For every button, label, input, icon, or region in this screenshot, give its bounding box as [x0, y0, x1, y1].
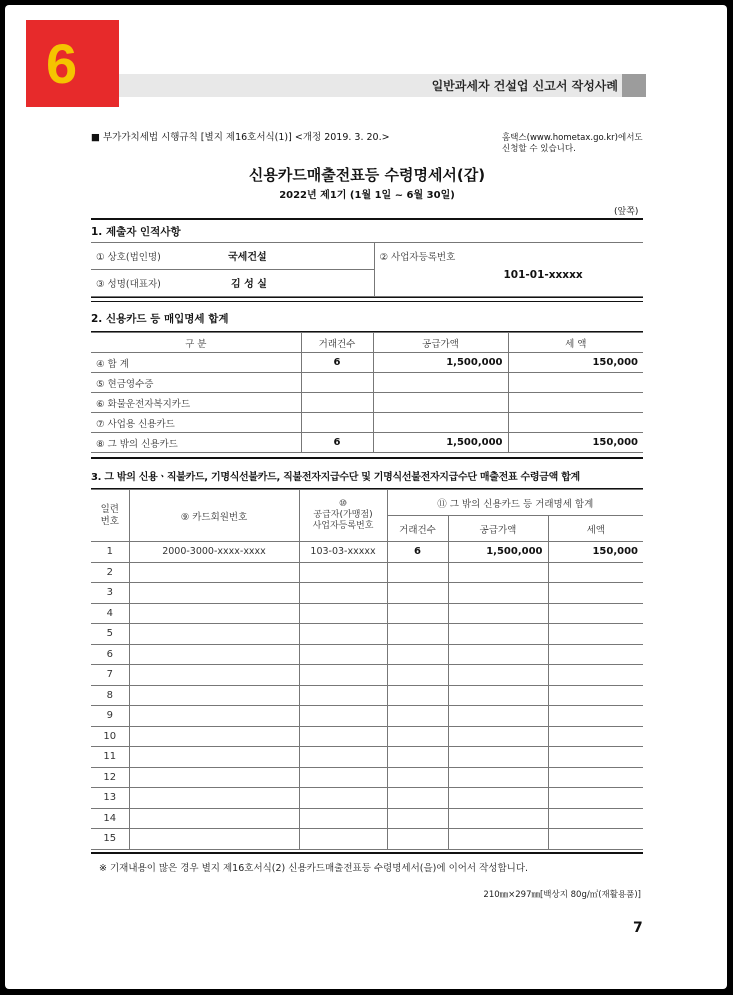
header-count: 거래건수	[301, 333, 373, 353]
header-supplier	[299, 490, 387, 542]
row-supplier-bizno	[299, 829, 387, 850]
header-title: 일반과세자 건설업 신고서 작성사례	[431, 79, 618, 93]
rep-value: 김 성 실	[231, 279, 267, 290]
header-supplier-line-3: 사업자등록번호	[312, 521, 374, 531]
row-serial: 11	[91, 747, 129, 768]
row-count	[387, 829, 448, 850]
row-tax	[548, 685, 643, 706]
header-tax: 세액	[548, 516, 643, 542]
row-supply	[448, 706, 548, 727]
hometax-line-2: 신청할 수 있습니다.	[502, 144, 576, 154]
row-supply: 1,500,000	[373, 433, 508, 453]
row-supply	[448, 562, 548, 583]
table-row	[91, 685, 643, 706]
table-row	[91, 542, 643, 563]
submitter-table	[91, 242, 643, 297]
header-category: 구 분	[91, 333, 301, 353]
row-tax	[548, 624, 643, 645]
company-cell	[91, 243, 374, 270]
company-label: ① 상호(법인명)	[96, 252, 161, 263]
row-serial: 6	[91, 644, 129, 665]
table-row	[91, 373, 643, 393]
header-card-number: ⑨ 카드회원번호	[129, 490, 299, 542]
table-row	[91, 603, 643, 624]
row-supplier-bizno	[299, 583, 387, 604]
purchase-summary-header	[91, 333, 643, 353]
row-serial: 7	[91, 665, 129, 686]
row-tax	[548, 583, 643, 604]
row-supply: 1,500,000	[373, 353, 508, 373]
company-value: 국세건설	[228, 252, 267, 263]
row-count	[387, 788, 448, 809]
row-tax	[548, 788, 643, 809]
row-count	[387, 726, 448, 747]
row-count: 6	[301, 353, 373, 373]
page-number: 7	[633, 920, 643, 936]
row-supply	[373, 413, 508, 433]
chapter-number: 6	[46, 32, 78, 95]
card-detail-table	[91, 489, 643, 850]
form-title: 신용카드매출전표등 수령명세서(갑)	[248, 166, 486, 184]
table-row	[91, 413, 643, 433]
row-tax	[508, 393, 643, 413]
row-label: ⑤ 현금영수증	[91, 373, 301, 393]
section3-bottom-rule	[91, 852, 643, 854]
row-tax	[548, 706, 643, 727]
row-supply	[448, 767, 548, 788]
row-serial: 1	[91, 542, 129, 563]
row-label: ⑦ 사업용 신용카드	[91, 413, 301, 433]
header-serial	[91, 490, 129, 542]
row-supply	[373, 393, 508, 413]
purchase-summary-table	[91, 332, 643, 453]
rep-cell	[91, 270, 374, 297]
section1-title: 1. 제출자 인적사항	[91, 226, 181, 238]
row-card-number	[129, 583, 299, 604]
rep-label: ③ 성명(대표자)	[96, 279, 161, 290]
row-supplier-bizno	[299, 706, 387, 727]
table-row	[91, 726, 643, 747]
row-tax	[508, 413, 643, 433]
row-supplier-bizno	[299, 624, 387, 645]
table-row	[91, 788, 643, 809]
table-row	[91, 433, 643, 453]
card-detail-header	[91, 490, 643, 516]
row-label: ⑥ 화물운전자복지카드	[91, 393, 301, 413]
row-serial: 14	[91, 808, 129, 829]
row-card-number	[129, 706, 299, 727]
row-count	[301, 373, 373, 393]
row-tax	[548, 808, 643, 829]
table-row	[91, 644, 643, 665]
row-label: ⑧ 그 밖의 신용카드	[91, 433, 301, 453]
row-serial: 2	[91, 562, 129, 583]
row-supplier-bizno	[299, 665, 387, 686]
row-card-number	[129, 808, 299, 829]
chapter-badge	[26, 20, 119, 107]
header-other-cards: ⑪ 그 밖의 신용카드 등 거래명세 합계	[387, 490, 643, 516]
header-supply: 공급가액	[373, 333, 508, 353]
row-tax: 150,000	[548, 542, 643, 563]
row-supply	[448, 685, 548, 706]
row-count	[387, 603, 448, 624]
row-count	[387, 747, 448, 768]
header-tax: 세 액	[508, 333, 643, 353]
row-supplier-bizno	[299, 767, 387, 788]
row-count	[301, 393, 373, 413]
table-row	[91, 706, 643, 727]
bizno-value: 101-01-xxxxx	[503, 269, 583, 281]
row-card-number	[129, 665, 299, 686]
table-row	[91, 747, 643, 768]
row-supplier-bizno	[299, 747, 387, 768]
section2-title: 2. 신용카드 등 매입명세 합계	[91, 313, 229, 325]
card-detail-rows	[91, 542, 643, 850]
header-supplier-line-2: 공급자(가맹점)	[313, 510, 373, 520]
row-card-number	[129, 624, 299, 645]
header-bar	[119, 74, 646, 97]
row-card-number	[129, 644, 299, 665]
row-supplier-bizno	[299, 603, 387, 624]
row-tax: 150,000	[508, 353, 643, 373]
row-supply	[448, 624, 548, 645]
row-supply	[448, 747, 548, 768]
row-tax	[548, 747, 643, 768]
table-row	[91, 808, 643, 829]
front-side-label: (앞쪽)	[614, 207, 639, 217]
table-row	[91, 562, 643, 583]
row-count: 6	[387, 542, 448, 563]
row-supply: 1,500,000	[448, 542, 548, 563]
row-count	[387, 644, 448, 665]
row-tax	[548, 603, 643, 624]
row-count	[387, 685, 448, 706]
header-supply: 공급가액	[448, 516, 548, 542]
table-row	[91, 353, 643, 373]
header-count: 거래건수	[387, 516, 448, 542]
section1-bottom-rule-2	[91, 301, 643, 302]
row-count	[387, 624, 448, 645]
table-row	[91, 829, 643, 850]
row-supply	[448, 603, 548, 624]
row-serial: 15	[91, 829, 129, 850]
row-tax	[548, 665, 643, 686]
row-tax	[548, 829, 643, 850]
document-page	[5, 5, 727, 989]
header-supplier-line-1: ⑩	[338, 499, 348, 509]
row-count	[387, 562, 448, 583]
row-tax	[548, 726, 643, 747]
row-supply	[448, 665, 548, 686]
row-supplier-bizno	[299, 562, 387, 583]
row-tax	[548, 562, 643, 583]
section3-title: 3. 그 밖의 신용ㆍ직불카드, 기명식선불카드, 직불전자지급수단 및 기명식선불전자지급수단 매출전표 수령금액 합계	[91, 472, 580, 483]
section1-bottom-rule	[91, 297, 643, 298]
row-card-number	[129, 788, 299, 809]
paper-spec: 210㎜×297㎜[백상지 80g/㎡(재활용품)]	[483, 890, 641, 900]
row-supplier-bizno	[299, 644, 387, 665]
table-row	[91, 393, 643, 413]
row-supply	[448, 829, 548, 850]
row-tax	[508, 373, 643, 393]
row-supply	[448, 808, 548, 829]
header-tab	[622, 74, 646, 97]
row-card-number: 2000-3000-xxxx-xxxx	[129, 542, 299, 563]
row-count	[387, 583, 448, 604]
row-supplier-bizno: 103-03-xxxxx	[299, 542, 387, 563]
header-serial-line-1: 일련	[100, 503, 119, 515]
row-supplier-bizno	[299, 788, 387, 809]
table-row	[91, 665, 643, 686]
table-row	[91, 624, 643, 645]
row-supply	[448, 726, 548, 747]
row-count	[387, 808, 448, 829]
row-serial: 10	[91, 726, 129, 747]
row-serial: 3	[91, 583, 129, 604]
row-card-number	[129, 726, 299, 747]
row-count	[301, 413, 373, 433]
row-serial: 5	[91, 624, 129, 645]
row-card-number	[129, 685, 299, 706]
row-card-number	[129, 603, 299, 624]
row-card-number	[129, 829, 299, 850]
footnote: ※ 기재내용이 많은 경우 별지 제16호서식(2) 신용카드매출전표등 수령명세서(을)에 이어서 작성합니다.	[99, 863, 529, 874]
row-card-number	[129, 747, 299, 768]
row-count	[387, 706, 448, 727]
row-card-number	[129, 767, 299, 788]
row-count	[387, 665, 448, 686]
row-tax	[548, 767, 643, 788]
row-tax	[548, 644, 643, 665]
hometax-note	[502, 133, 652, 155]
table-row	[91, 767, 643, 788]
row-serial: 12	[91, 767, 129, 788]
header-serial-line-2: 번호	[100, 515, 119, 527]
row-serial: 13	[91, 788, 129, 809]
row-serial: 9	[91, 706, 129, 727]
row-supply	[373, 373, 508, 393]
row-count: 6	[301, 433, 373, 453]
row-supplier-bizno	[299, 685, 387, 706]
row-serial: 8	[91, 685, 129, 706]
form-reference: ■ 부가가치세법 시행규칙 [별지 제16호서식(1)] <개정 2019. 3. 20.>	[91, 132, 390, 143]
bizno-cell	[374, 243, 643, 297]
section1-top-rule	[91, 218, 643, 220]
table-row	[91, 583, 643, 604]
bizno-label: ② 사업자등록번호	[379, 252, 456, 263]
row-count	[387, 767, 448, 788]
row-supply	[448, 788, 548, 809]
row-supply	[448, 583, 548, 604]
row-supply	[448, 644, 548, 665]
row-supplier-bizno	[299, 808, 387, 829]
hometax-line-1: 홈택스(www.hometax.go.kr)에서도	[502, 133, 643, 143]
row-tax: 150,000	[508, 433, 643, 453]
row-label: ④ 합 계	[91, 353, 301, 373]
section2-bottom-rule	[91, 457, 643, 459]
row-supplier-bizno	[299, 726, 387, 747]
row-card-number	[129, 562, 299, 583]
form-period: 2022년 제1기 (1월 1일 ~ 6월 30일)	[279, 190, 455, 201]
row-serial: 4	[91, 603, 129, 624]
